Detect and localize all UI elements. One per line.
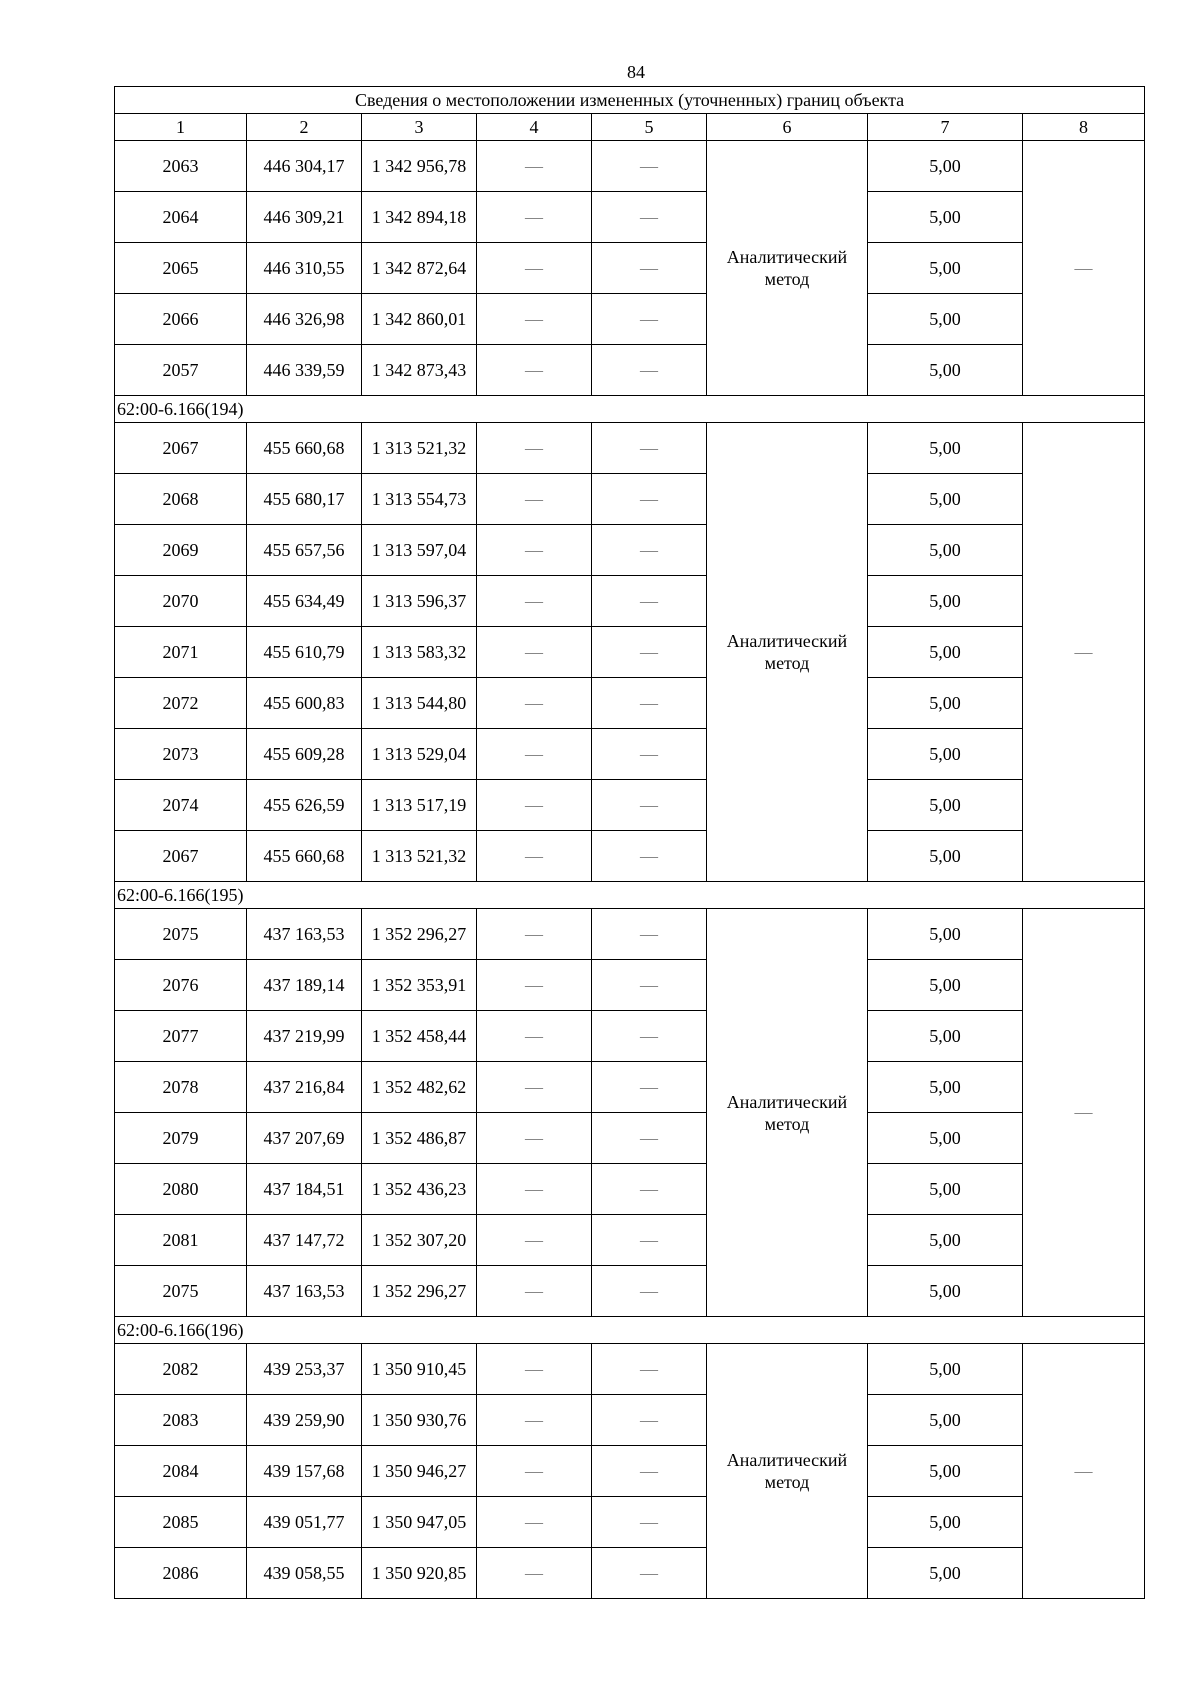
column-5-cell bbox=[592, 576, 707, 627]
column-5-cell bbox=[592, 1011, 707, 1062]
dash-mark: — bbox=[525, 692, 543, 713]
coordinate-y-cell: 1 352 353,91 bbox=[362, 960, 477, 1011]
point-number-cell: 2082 bbox=[115, 1344, 247, 1395]
column-8-cell bbox=[1023, 423, 1145, 882]
accuracy-cell: 5,00 bbox=[868, 678, 1023, 729]
column-4-cell bbox=[477, 192, 592, 243]
coordinate-x-cell: 455 634,49 bbox=[247, 576, 362, 627]
column-5-cell bbox=[592, 423, 707, 474]
method-line-1: Аналитический bbox=[726, 1091, 848, 1112]
dash-mark: — bbox=[525, 488, 543, 509]
column-number-2: 2 bbox=[247, 114, 362, 141]
coordinate-y-cell: 1 352 458,44 bbox=[362, 1011, 477, 1062]
table-row bbox=[115, 294, 1145, 345]
accuracy-cell: 5,00 bbox=[868, 1266, 1023, 1317]
table-row bbox=[115, 780, 1145, 831]
coordinate-x-cell: 439 058,55 bbox=[247, 1548, 362, 1599]
accuracy-cell: 5,00 bbox=[868, 576, 1023, 627]
point-number-cell: 2086 bbox=[115, 1548, 247, 1599]
column-number-7: 7 bbox=[868, 114, 1023, 141]
accuracy-cell: 5,00 bbox=[868, 1395, 1023, 1446]
column-4-cell bbox=[477, 1344, 592, 1395]
point-number-cell: 2073 bbox=[115, 729, 247, 780]
dash-mark: — bbox=[525, 794, 543, 815]
point-number-cell: 2081 bbox=[115, 1215, 247, 1266]
dash-mark: — bbox=[640, 206, 658, 227]
dash-mark: — bbox=[640, 437, 658, 458]
accuracy-cell: 5,00 bbox=[868, 423, 1023, 474]
coordinate-y-cell: 1 352 307,20 bbox=[362, 1215, 477, 1266]
dash-mark: — bbox=[640, 692, 658, 713]
section-row bbox=[115, 1317, 1145, 1344]
coordinate-x-cell: 455 660,68 bbox=[247, 423, 362, 474]
dash-mark: — bbox=[525, 974, 543, 995]
column-4-cell bbox=[477, 1164, 592, 1215]
column-8-cell bbox=[1023, 1344, 1145, 1599]
table-row bbox=[115, 909, 1145, 960]
point-number-cell: 2071 bbox=[115, 627, 247, 678]
column-number-8: 8 bbox=[1023, 114, 1145, 141]
dash-mark: — bbox=[640, 1409, 658, 1430]
method-line-1: Аналитический bbox=[726, 247, 848, 267]
column-4-cell bbox=[477, 294, 592, 345]
coordinate-x-cell: 437 207,69 bbox=[247, 1113, 362, 1164]
column-5-cell bbox=[592, 729, 707, 780]
dash-mark: — bbox=[640, 743, 658, 764]
dash-mark: — bbox=[1074, 1102, 1093, 1122]
coordinate-x-cell: 455 626,59 bbox=[247, 780, 362, 831]
table-row bbox=[115, 1395, 1145, 1446]
accuracy-cell: 5,00 bbox=[868, 1011, 1023, 1062]
point-number-cell: 2070 bbox=[115, 576, 247, 627]
coordinate-y-cell: 1 342 894,18 bbox=[362, 192, 477, 243]
dash-mark: — bbox=[640, 308, 658, 329]
column-4-cell bbox=[477, 576, 592, 627]
column-4-cell bbox=[477, 831, 592, 882]
coordinate-y-cell: 1 350 920,85 bbox=[362, 1548, 477, 1599]
point-number-cell: 2084 bbox=[115, 1446, 247, 1497]
column-5-cell bbox=[592, 909, 707, 960]
coordinate-y-cell: 1 313 529,04 bbox=[362, 729, 477, 780]
coordinate-x-cell: 455 657,56 bbox=[247, 525, 362, 576]
accuracy-cell: 5,00 bbox=[868, 1497, 1023, 1548]
point-number-cell: 2066 bbox=[115, 294, 247, 345]
dash-mark: — bbox=[525, 743, 543, 764]
dash-mark: — bbox=[640, 1460, 658, 1481]
table-row bbox=[115, 1011, 1145, 1062]
coordinate-y-cell: 1 352 482,62 bbox=[362, 1062, 477, 1113]
dash-mark: — bbox=[525, 1409, 543, 1430]
point-number-cell: 2077 bbox=[115, 1011, 247, 1062]
column-number-6: 6 bbox=[707, 114, 868, 141]
dash-mark: — bbox=[525, 1562, 543, 1583]
column-5-cell bbox=[592, 960, 707, 1011]
coordinate-y-cell: 1 313 583,32 bbox=[362, 627, 477, 678]
dash-mark: — bbox=[640, 1229, 658, 1250]
dash-mark: — bbox=[525, 206, 543, 227]
point-number-cell: 2069 bbox=[115, 525, 247, 576]
dash-mark: — bbox=[525, 1280, 543, 1301]
dash-mark: — bbox=[640, 794, 658, 815]
column-5-cell bbox=[592, 1344, 707, 1395]
method-cell bbox=[707, 1344, 868, 1599]
column-4-cell bbox=[477, 1062, 592, 1113]
coordinate-y-cell: 1 313 554,73 bbox=[362, 474, 477, 525]
column-4-cell bbox=[477, 1497, 592, 1548]
dash-mark: — bbox=[525, 1511, 543, 1532]
coordinate-y-cell: 1 313 597,04 bbox=[362, 525, 477, 576]
dash-mark: — bbox=[640, 641, 658, 662]
coordinate-x-cell: 446 304,17 bbox=[247, 141, 362, 192]
column-4-cell bbox=[477, 678, 592, 729]
column-5-cell bbox=[592, 1113, 707, 1164]
coordinate-y-cell: 1 342 872,64 bbox=[362, 243, 477, 294]
dash-mark: — bbox=[525, 1025, 543, 1046]
accuracy-cell: 5,00 bbox=[868, 1548, 1023, 1599]
dash-mark: — bbox=[640, 539, 658, 560]
coordinate-y-cell: 1 352 436,23 bbox=[362, 1164, 477, 1215]
coordinate-y-cell: 1 352 296,27 bbox=[362, 909, 477, 960]
table-row bbox=[115, 831, 1145, 882]
accuracy-cell: 5,00 bbox=[868, 243, 1023, 294]
point-number-cell: 2057 bbox=[115, 345, 247, 396]
method-line-1: Аналитический bbox=[726, 1450, 848, 1470]
coordinate-x-cell: 455 600,83 bbox=[247, 678, 362, 729]
column-4-cell bbox=[477, 1113, 592, 1164]
point-number-cell: 2083 bbox=[115, 1395, 247, 1446]
point-number-cell: 2076 bbox=[115, 960, 247, 1011]
coordinate-x-cell: 455 660,68 bbox=[247, 831, 362, 882]
dash-mark: — bbox=[640, 1025, 658, 1046]
dash-mark: — bbox=[640, 1511, 658, 1532]
dash-mark: — bbox=[525, 308, 543, 329]
dash-mark: — bbox=[640, 1178, 658, 1199]
table-row bbox=[115, 729, 1145, 780]
column-5-cell bbox=[592, 1548, 707, 1599]
accuracy-cell: 5,00 bbox=[868, 1215, 1023, 1266]
dash-mark: — bbox=[640, 590, 658, 611]
dash-mark: — bbox=[525, 845, 543, 866]
coordinate-x-cell: 446 310,55 bbox=[247, 243, 362, 294]
method-line-2: метод bbox=[764, 653, 810, 673]
column-5-cell bbox=[592, 141, 707, 192]
coordinate-x-cell: 446 309,21 bbox=[247, 192, 362, 243]
accuracy-cell: 5,00 bbox=[868, 627, 1023, 678]
accuracy-cell: 5,00 bbox=[868, 345, 1023, 396]
coordinate-y-cell: 1 342 873,43 bbox=[362, 345, 477, 396]
dash-mark: — bbox=[640, 974, 658, 995]
table-row bbox=[115, 525, 1145, 576]
column-4-cell bbox=[477, 243, 592, 294]
dash-mark: — bbox=[640, 1358, 658, 1379]
coordinate-x-cell: 437 163,53 bbox=[247, 909, 362, 960]
column-5-cell bbox=[592, 831, 707, 882]
method-cell bbox=[707, 141, 868, 396]
column-5-cell bbox=[592, 678, 707, 729]
dash-mark: — bbox=[525, 641, 543, 662]
column-4-cell bbox=[477, 423, 592, 474]
coordinate-x-cell: 437 184,51 bbox=[247, 1164, 362, 1215]
method-line-1: Аналитический bbox=[726, 631, 848, 651]
table-row bbox=[115, 141, 1145, 192]
coordinate-x-cell: 437 189,14 bbox=[247, 960, 362, 1011]
dash-mark: — bbox=[640, 1562, 658, 1583]
method-line-2: метод bbox=[764, 269, 810, 289]
coordinate-x-cell: 446 339,59 bbox=[247, 345, 362, 396]
table-row bbox=[115, 1548, 1145, 1599]
table-row bbox=[115, 1164, 1145, 1215]
table-row bbox=[115, 627, 1145, 678]
table-row bbox=[115, 1344, 1145, 1395]
table-row bbox=[115, 1266, 1145, 1317]
accuracy-cell: 5,00 bbox=[868, 780, 1023, 831]
accuracy-cell: 5,00 bbox=[868, 525, 1023, 576]
coordinate-x-cell: 437 219,99 bbox=[247, 1011, 362, 1062]
coordinate-y-cell: 1 350 910,45 bbox=[362, 1344, 477, 1395]
page-number: 84 bbox=[627, 62, 645, 82]
column-4-cell bbox=[477, 1446, 592, 1497]
table-row bbox=[115, 1062, 1145, 1113]
coordinate-y-cell: 1 313 521,32 bbox=[362, 831, 477, 882]
accuracy-cell: 5,00 bbox=[868, 831, 1023, 882]
dash-mark: — bbox=[525, 1076, 543, 1097]
boundary-coordinates-table bbox=[114, 86, 1145, 1599]
method-cell bbox=[707, 423, 868, 882]
column-5-cell bbox=[592, 1446, 707, 1497]
point-number-cell: 2079 bbox=[115, 1113, 247, 1164]
section-row bbox=[115, 396, 1145, 423]
column-4-cell bbox=[477, 729, 592, 780]
table-row bbox=[115, 1497, 1145, 1548]
dash-mark: — bbox=[640, 488, 658, 509]
coordinate-y-cell: 1 350 947,05 bbox=[362, 1497, 477, 1548]
dash-mark: — bbox=[640, 1127, 658, 1148]
dash-mark: — bbox=[640, 923, 658, 944]
coordinate-y-cell: 1 352 296,27 bbox=[362, 1266, 477, 1317]
method-cell bbox=[707, 909, 868, 1317]
column-5-cell bbox=[592, 780, 707, 831]
section-label: 62:00-6.166(196) bbox=[115, 1317, 1145, 1344]
accuracy-cell: 5,00 bbox=[868, 1062, 1023, 1113]
column-number-4: 4 bbox=[477, 114, 592, 141]
table-row bbox=[115, 474, 1145, 525]
coordinate-y-cell: 1 350 930,76 bbox=[362, 1395, 477, 1446]
coordinate-x-cell: 455 609,28 bbox=[247, 729, 362, 780]
dash-mark: — bbox=[640, 1280, 658, 1301]
coordinate-x-cell: 437 147,72 bbox=[247, 1215, 362, 1266]
column-5-cell bbox=[592, 345, 707, 396]
dash-mark: — bbox=[525, 257, 543, 278]
column-number-1: 1 bbox=[115, 114, 247, 141]
coordinate-y-cell: 1 313 521,32 bbox=[362, 423, 477, 474]
dash-mark: — bbox=[525, 437, 543, 458]
column-4-cell bbox=[477, 1548, 592, 1599]
dash-mark: — bbox=[1074, 1460, 1093, 1481]
dash-mark: — bbox=[640, 1076, 658, 1097]
accuracy-cell: 5,00 bbox=[868, 1164, 1023, 1215]
column-8-cell bbox=[1023, 141, 1145, 396]
table-row bbox=[115, 192, 1145, 243]
accuracy-cell: 5,00 bbox=[868, 474, 1023, 525]
coordinate-y-cell: 1 313 544,80 bbox=[362, 678, 477, 729]
column-4-cell bbox=[477, 1215, 592, 1266]
coordinate-y-cell: 1 342 860,01 bbox=[362, 294, 477, 345]
table-row bbox=[115, 423, 1145, 474]
accuracy-cell: 5,00 bbox=[868, 1113, 1023, 1164]
accuracy-cell: 5,00 bbox=[868, 192, 1023, 243]
column-5-cell bbox=[592, 192, 707, 243]
column-5-cell bbox=[592, 525, 707, 576]
dash-mark: — bbox=[640, 257, 658, 278]
accuracy-cell: 5,00 bbox=[868, 141, 1023, 192]
column-4-cell bbox=[477, 141, 592, 192]
point-number-cell: 2064 bbox=[115, 192, 247, 243]
point-number-cell: 2075 bbox=[115, 909, 247, 960]
coordinate-x-cell: 439 253,37 bbox=[247, 1344, 362, 1395]
table-title-row bbox=[115, 87, 1145, 114]
point-number-cell: 2065 bbox=[115, 243, 247, 294]
section-row bbox=[115, 882, 1145, 909]
accuracy-cell: 5,00 bbox=[868, 729, 1023, 780]
column-5-cell bbox=[592, 1164, 707, 1215]
column-4-cell bbox=[477, 627, 592, 678]
table-row bbox=[115, 1215, 1145, 1266]
coordinate-x-cell: 437 163,53 bbox=[247, 1266, 362, 1317]
point-number-cell: 2067 bbox=[115, 831, 247, 882]
dash-mark: — bbox=[640, 845, 658, 866]
table-row bbox=[115, 345, 1145, 396]
column-4-cell bbox=[477, 1011, 592, 1062]
column-number-row bbox=[115, 114, 1145, 141]
point-number-cell: 2072 bbox=[115, 678, 247, 729]
column-4-cell bbox=[477, 960, 592, 1011]
dash-mark: — bbox=[640, 359, 658, 380]
column-5-cell bbox=[592, 1266, 707, 1317]
coordinate-y-cell: 1 352 486,87 bbox=[362, 1113, 477, 1164]
coordinate-x-cell: 439 259,90 bbox=[247, 1395, 362, 1446]
column-4-cell bbox=[477, 1266, 592, 1317]
column-8-cell bbox=[1023, 909, 1145, 1317]
table-row bbox=[115, 243, 1145, 294]
column-4-cell bbox=[477, 780, 592, 831]
dash-mark: — bbox=[525, 590, 543, 611]
point-number-cell: 2074 bbox=[115, 780, 247, 831]
table-title: Сведения о местоположении измененных (уточненных) границ объекта bbox=[115, 87, 1145, 114]
column-5-cell bbox=[592, 1497, 707, 1548]
dash-mark: — bbox=[525, 923, 543, 944]
section-label: 62:00-6.166(195) bbox=[115, 882, 1145, 909]
coordinate-x-cell: 437 216,84 bbox=[247, 1062, 362, 1113]
point-number-cell: 2063 bbox=[115, 141, 247, 192]
coordinate-x-cell: 439 157,68 bbox=[247, 1446, 362, 1497]
coordinate-y-cell: 1 313 596,37 bbox=[362, 576, 477, 627]
column-5-cell bbox=[592, 243, 707, 294]
point-number-cell: 2085 bbox=[115, 1497, 247, 1548]
coordinate-y-cell: 1 342 956,78 bbox=[362, 141, 477, 192]
dash-mark: — bbox=[1074, 257, 1093, 278]
accuracy-cell: 5,00 bbox=[868, 1344, 1023, 1395]
coordinate-y-cell: 1 350 946,27 bbox=[362, 1446, 477, 1497]
dash-mark: — bbox=[525, 359, 543, 380]
dash-mark: — bbox=[525, 1178, 543, 1199]
section-label: 62:00-6.166(194) bbox=[115, 396, 1145, 423]
accuracy-cell: 5,00 bbox=[868, 960, 1023, 1011]
table-row bbox=[115, 678, 1145, 729]
table-row bbox=[115, 1113, 1145, 1164]
method-line-2: метод bbox=[764, 1113, 810, 1134]
dash-mark: — bbox=[525, 155, 543, 176]
point-number-cell: 2080 bbox=[115, 1164, 247, 1215]
column-number-3: 3 bbox=[362, 114, 477, 141]
column-4-cell bbox=[477, 345, 592, 396]
dash-mark: — bbox=[525, 1127, 543, 1148]
coordinate-y-cell: 1 313 517,19 bbox=[362, 780, 477, 831]
accuracy-cell: 5,00 bbox=[868, 1446, 1023, 1497]
coordinate-x-cell: 446 326,98 bbox=[247, 294, 362, 345]
point-number-cell: 2075 bbox=[115, 1266, 247, 1317]
method-line-2: метод bbox=[764, 1472, 810, 1492]
column-number-5: 5 bbox=[592, 114, 707, 141]
column-4-cell bbox=[477, 909, 592, 960]
dash-mark: — bbox=[640, 155, 658, 176]
point-number-cell: 2068 bbox=[115, 474, 247, 525]
table-row bbox=[115, 576, 1145, 627]
coordinate-x-cell: 455 680,17 bbox=[247, 474, 362, 525]
point-number-cell: 2078 bbox=[115, 1062, 247, 1113]
table-row bbox=[115, 960, 1145, 1011]
column-5-cell bbox=[592, 1215, 707, 1266]
point-number-cell: 2067 bbox=[115, 423, 247, 474]
column-5-cell bbox=[592, 1395, 707, 1446]
dash-mark: — bbox=[525, 1229, 543, 1250]
dash-mark: — bbox=[525, 1460, 543, 1481]
accuracy-cell: 5,00 bbox=[868, 909, 1023, 960]
column-5-cell bbox=[592, 294, 707, 345]
coordinate-x-cell: 439 051,77 bbox=[247, 1497, 362, 1548]
coordinate-x-cell: 455 610,79 bbox=[247, 627, 362, 678]
column-4-cell bbox=[477, 474, 592, 525]
column-5-cell bbox=[592, 1062, 707, 1113]
column-4-cell bbox=[477, 1395, 592, 1446]
dash-mark: — bbox=[525, 1358, 543, 1379]
column-4-cell bbox=[477, 525, 592, 576]
dash-mark: — bbox=[1074, 641, 1093, 662]
column-5-cell bbox=[592, 627, 707, 678]
column-5-cell bbox=[592, 474, 707, 525]
table-row bbox=[115, 1446, 1145, 1497]
accuracy-cell: 5,00 bbox=[868, 294, 1023, 345]
dash-mark: — bbox=[525, 539, 543, 560]
